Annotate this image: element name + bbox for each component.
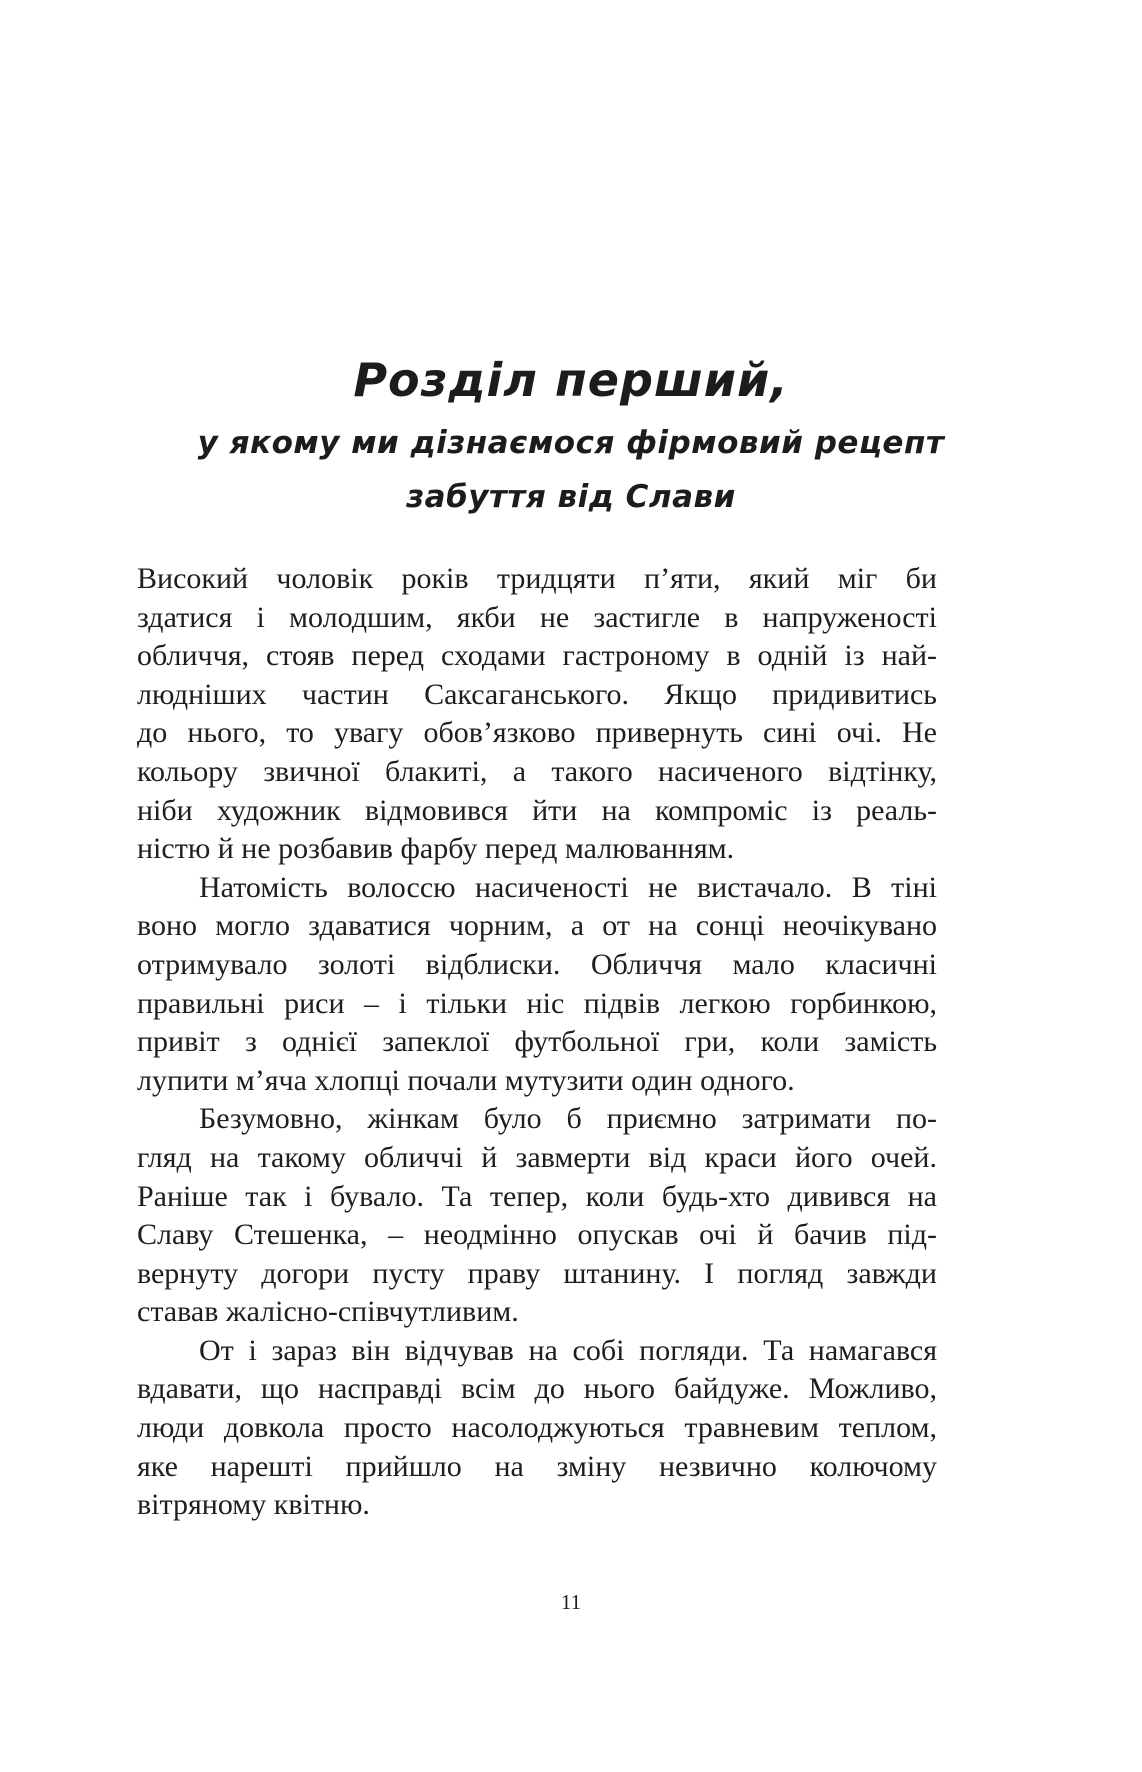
text-line: Безумовно, жінкам було б приємно затримати по- xyxy=(199,1102,937,1136)
chapter-subtitle xyxy=(100,416,1042,524)
text-line: ніби художник відмовився йти на компроміс із реаль- xyxy=(137,793,937,827)
text-line: здатися і молодшим, якби не застигле в напруженості xyxy=(137,600,937,634)
text-line: воно могло здаватися чорним, а от на сонці неочікувано xyxy=(137,909,937,943)
page-number: 11 xyxy=(560,1590,582,1614)
text-line: до нього, то увагу обов’язково привернуть сині очі. Не xyxy=(137,716,937,750)
text-line: обличчя, стояв перед сходами гастроному в одній із най- xyxy=(137,639,937,673)
text-line: ністю й не розбавив фарбу перед малюванням. xyxy=(137,832,735,866)
chapter-heading xyxy=(100,348,1042,524)
chapter-title: Розділ перший, xyxy=(353,353,789,407)
text-line: отримувало золоті відблиски. Обличчя мало класичні xyxy=(137,947,937,981)
text-line: гляд на такому обличчі й завмерти від краси його очей. xyxy=(137,1140,937,1174)
text-line: Високий чоловік років тридцяти п’яти, який міг би xyxy=(137,562,937,595)
text-line: кольору звичної блакиті, а такого насиченого відтінку, xyxy=(137,754,937,788)
text-line: От і зараз він відчував на собі погляди. Та намагався xyxy=(199,1333,937,1367)
chapter-subtitle-line: у якому ми дізнаємося фірмовий рецепт xyxy=(197,425,945,461)
text-line: Раніше так і бувало. Та тепер, коли будь-хто дивився на xyxy=(137,1179,937,1213)
text-line: ставав жалісно-співчутливим. xyxy=(137,1295,519,1329)
chapter-subtitle-line: забуття від Слави xyxy=(406,479,736,515)
text-line: вернуту догори пусту праву штанину. І погляд завжди xyxy=(137,1256,937,1290)
text-line: люди довкола просто насолоджуються травневим теплом, xyxy=(137,1411,937,1445)
text-line: яке нарешті прийшло на зміну незвично колючому xyxy=(137,1449,937,1483)
text-line: людніших частин Саксаганського. Якщо придивитись xyxy=(137,677,937,711)
text-line: Натомість волоссю насиченості не вистачало. В тіні xyxy=(199,870,937,904)
text-line: привіт з однієї запеклої футбольної гри, коли замість xyxy=(137,1025,937,1059)
text-line: вітряному квітню. xyxy=(137,1488,370,1522)
text-line: вдавати, що насправді всім до нього байдуже. Можливо, xyxy=(137,1372,937,1406)
text-line: Славу Стешенка, – неодмінно опускав очі й бачив під- xyxy=(137,1218,937,1252)
text-line: правильні риси – і тільки ніс підвів легкою горбинкою, xyxy=(137,986,937,1020)
text-line: лупити м’яча хлопці почали мутузити один одного. xyxy=(137,1063,795,1097)
body-text xyxy=(137,560,937,1525)
